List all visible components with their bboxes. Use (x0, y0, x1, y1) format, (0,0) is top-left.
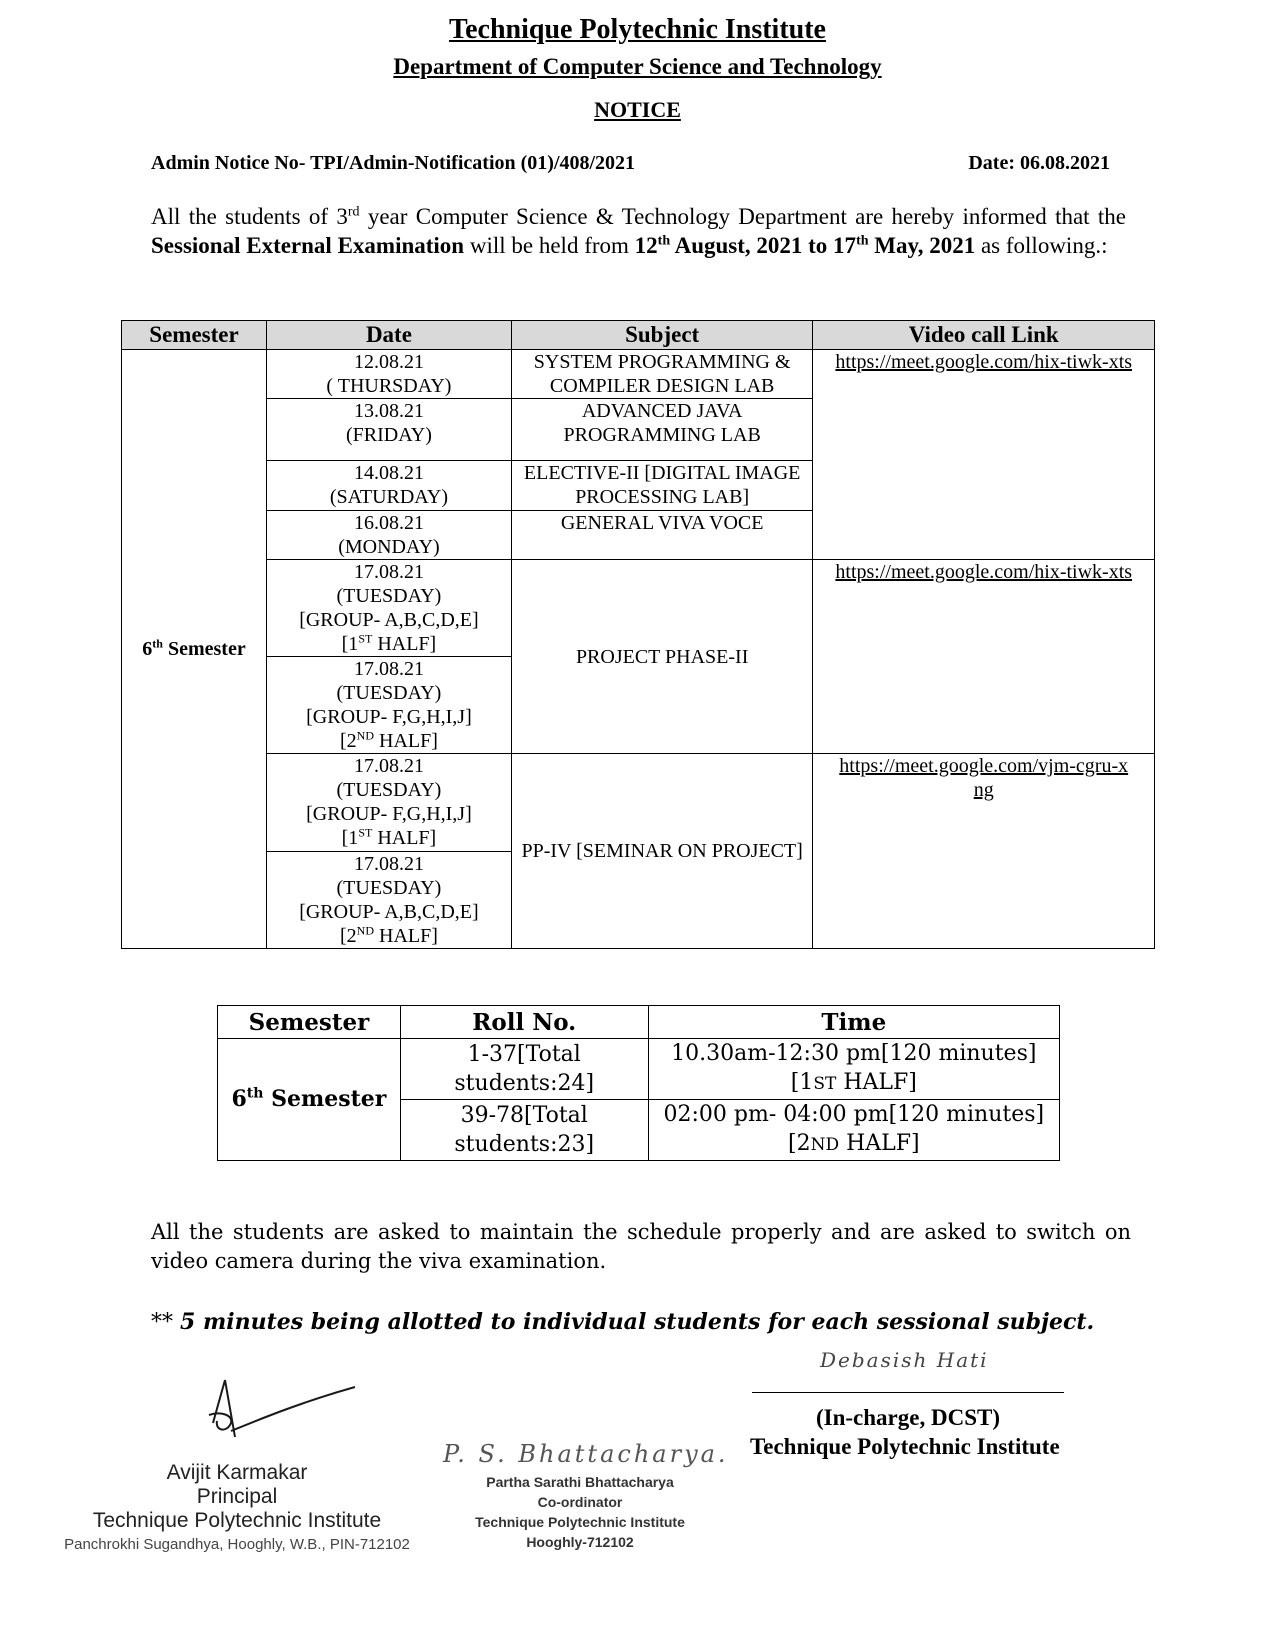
video-call-link[interactable]: https://meet.google.com/hix-tiwk-xts (835, 351, 1133, 374)
allotment-note: ** 5 minutes being allotted to individual students for each sessional subject. (151, 1309, 1095, 1335)
subject-cell: ELECTIVE-II [DIGITAL IMAGE PROCESSING LAB] (511, 461, 813, 510)
roll-cell: 39-78[Total students:23] (400, 1100, 648, 1161)
header-video-link: Video call Link (813, 321, 1155, 350)
notice-date: Date: 06.08.2021 (968, 152, 1110, 174)
principal-title: Principal (196, 1485, 278, 1508)
time-cell: 10.30am-12:30 pm[120 minutes] [1ST HALF] (648, 1039, 1059, 1100)
signature-line (752, 1392, 1064, 1393)
date-cell: 17.08.21 (TUESDAY) [GROUP- A,B,C,D,E] [2ND HALF] (267, 851, 512, 948)
video-call-link[interactable]: https://meet.google.com/hix-tiwk-xts (835, 560, 1133, 583)
date-cell: 12.08.21 ( THURSDAY) (267, 350, 512, 399)
time-cell: 02:00 pm- 04:00 pm[120 minutes] [2ND HALF] (648, 1100, 1059, 1161)
video-link-cell (813, 350, 1155, 560)
coordinator-institute: Technique Polytechnic Institute (475, 1514, 685, 1530)
notice-number: Admin Notice No- TPI/Admin-Notification (01)/408/2021 (151, 152, 636, 174)
date-cell: 16.08.21 (MONDAY) (267, 510, 512, 559)
incharge-institute: Technique Polytechnic Institute (750, 1434, 1060, 1459)
semester-cell: 6th Semester (218, 1039, 401, 1161)
department-title: Department of Computer Science and Technology (393, 54, 882, 79)
date-cell: 14.08.21 (SATURDAY) (267, 461, 512, 510)
institute-title: Technique Polytechnic Institute (449, 14, 826, 45)
video-link-cell (813, 754, 1155, 949)
table-row (218, 1039, 1060, 1100)
coordinator-title: Co-ordinator (537, 1494, 623, 1510)
coordinator-signature: P. S. Bhattacharya. (443, 1440, 729, 1468)
coordinator-address: Hooghly-712102 (526, 1534, 634, 1550)
subject-cell: PROJECT PHASE-II (511, 559, 813, 754)
table-row (122, 559, 1155, 656)
notice-heading: NOTICE (594, 97, 681, 122)
closing-paragraph: All the students are asked to maintain the schedule properly and are asked to switch on video camera during the viva examination. (151, 1220, 1131, 1273)
header-roll-no: Roll No. (400, 1006, 648, 1039)
video-call-link[interactable]: https://meet.google.com/vjm-cgru-xng (839, 755, 1129, 802)
header-time: Time (648, 1006, 1059, 1039)
principal-institute: Technique Polytechnic Institute (92, 1509, 382, 1532)
principal-address: Panchrokhi Sugandhya, Hooghly, W.B., PIN-712102 (64, 1536, 410, 1553)
incharge-role: (In-charge, DCST) (816, 1405, 1000, 1430)
roll-cell: 1-37[Total students:24] (400, 1039, 648, 1100)
time-slot-table (217, 1005, 1060, 1161)
date-cell: 17.08.21 (TUESDAY) [GROUP- A,B,C,D,E] [1ST HALF] (267, 559, 512, 656)
schedule-header-row (122, 321, 1155, 350)
semester-cell: 6th Semester (122, 350, 267, 949)
principal-name: Avijit Karmakar (166, 1461, 308, 1484)
principal-signature-mark (195, 1375, 365, 1455)
coordinator-name: Partha Sarathi Bhattacharya (486, 1474, 674, 1490)
date-cell: 13.08.21 (FRIDAY) (267, 399, 512, 461)
video-link-cell (813, 559, 1155, 754)
table-row (122, 754, 1155, 851)
header-semester: Semester (218, 1006, 401, 1039)
date-cell: 17.08.21 (TUESDAY) [GROUP- F,G,H,I,J] [1ST HALF] (267, 754, 512, 851)
subject-cell: GENERAL VIVA VOCE (511, 510, 813, 559)
slots-header-row (218, 1006, 1060, 1039)
subject-cell: PP-IV [SEMINAR ON PROJECT] (511, 754, 813, 949)
subject-cell: ADVANCED JAVA PROGRAMMING LAB (511, 399, 813, 461)
date-cell: 17.08.21 (TUESDAY) [GROUP- F,G,H,I,J] [2ND HALF] (267, 657, 512, 754)
exam-schedule-table (121, 320, 1155, 949)
intro-paragraph: All the students of 3rd year Computer Science & Technology Department are hereby informed that the Sessional External Examination will be held from 12th August, 2021 to 17th May, 2021 as following.: (151, 204, 1126, 258)
header-semester: Semester (122, 321, 267, 350)
table-row (122, 350, 1155, 399)
incharge-signature: Debasish Hati (820, 1348, 989, 1372)
header-date: Date (267, 321, 512, 350)
header-subject: Subject (511, 321, 813, 350)
subject-cell: SYSTEM PROGRAMMING & COMPILER DESIGN LAB (511, 350, 813, 399)
